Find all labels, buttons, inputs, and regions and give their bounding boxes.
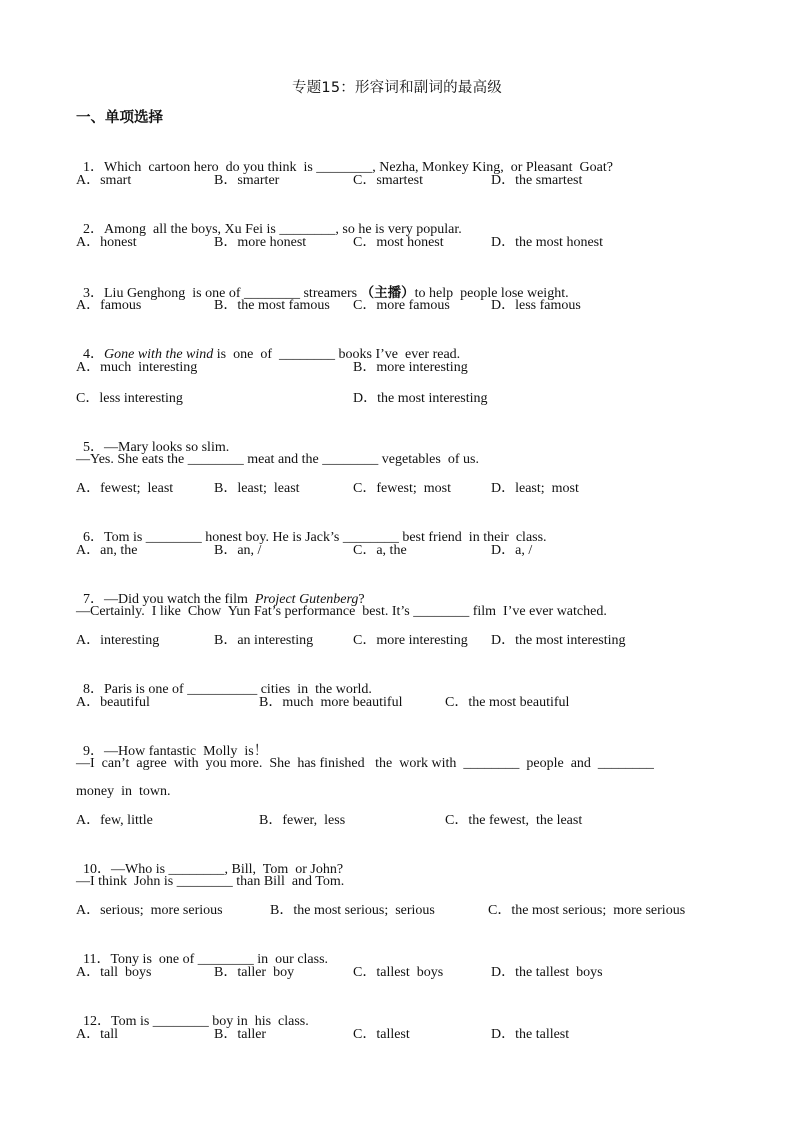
question-number: 9． <box>83 744 104 759</box>
option-d[interactable]: D．the most interesting <box>353 391 488 406</box>
option-c[interactable]: C．less interesting <box>76 391 183 406</box>
document-title: 专题15：形容词和副词的最高级 <box>292 80 502 96</box>
question-stem: Tom is ________ honest boy. He is Jack’s ________ best friend in their class. <box>104 530 547 545</box>
option-d[interactable]: D．the tallest boys <box>491 965 603 980</box>
option-c[interactable]: C．more famous <box>353 298 450 313</box>
option-b[interactable]: B．fewer, less <box>259 813 346 828</box>
option-b[interactable]: B．taller <box>214 1027 267 1042</box>
option-d[interactable]: D．least; most <box>491 481 579 496</box>
option-d[interactable]: D．a, / <box>491 543 533 558</box>
film-title: Project Gutenberg <box>254 592 359 607</box>
question-number: 2． <box>83 222 104 237</box>
question-6 <box>76 511 547 547</box>
option-d[interactable]: D．the most honest <box>491 235 603 250</box>
option-c[interactable]: C．the fewest, the least <box>445 813 583 828</box>
option-b[interactable]: B．an interesting <box>214 633 314 648</box>
question-number: 5． <box>83 440 104 455</box>
question-stem: —Did you watch the film <box>104 592 255 607</box>
question-number: 11． <box>83 952 111 967</box>
question-number: 7． <box>83 592 104 607</box>
question-stem: Among all the boys, Xu Fei is ________, so he is very popular. <box>104 222 462 237</box>
option-c[interactable]: C．the most serious; more serious <box>488 903 686 918</box>
question-number: 8． <box>83 682 104 697</box>
option-c[interactable]: C．the most beautiful <box>445 695 570 710</box>
option-b[interactable]: B．the most serious; serious <box>270 903 435 918</box>
section-heading: 一、单项选择 <box>76 110 163 126</box>
option-b[interactable]: B．an, / <box>214 543 262 558</box>
option-c[interactable]: C．tallest <box>353 1027 410 1042</box>
option-a[interactable]: A．famous <box>76 298 142 313</box>
option-a[interactable]: A．smart <box>76 173 132 188</box>
option-a[interactable]: A．serious; more serious <box>76 903 223 918</box>
question-stem: is one of ________ books I’ve ever read. <box>213 347 461 362</box>
option-a[interactable]: A．few, little <box>76 813 153 828</box>
option-b[interactable]: B．the most famous <box>214 298 330 313</box>
question-10-reply: —I think John is ________ than Bill and Tom. <box>76 874 345 889</box>
question-gloss: （主播） <box>360 285 415 301</box>
option-a[interactable]: A．much interesting <box>76 360 198 375</box>
question-number: 6． <box>83 530 104 545</box>
question-stem: Tony is one of ________ in our class. <box>110 952 329 967</box>
option-b[interactable]: B．least; least <box>214 481 300 496</box>
question-stem: Which cartoon hero do you think is ________, Nezha, Monkey King, or Pleasant Goat? <box>104 160 613 175</box>
option-c[interactable]: C．fewest; most <box>353 481 451 496</box>
option-d[interactable]: D．the most interesting <box>491 633 626 648</box>
question-number: 4． <box>83 347 104 362</box>
option-b[interactable]: B．much more beautiful <box>259 695 403 710</box>
question-number: 10． <box>83 862 111 877</box>
option-c[interactable]: C．most honest <box>353 235 444 250</box>
option-a[interactable]: A．tall <box>76 1027 118 1042</box>
option-c[interactable]: C．tallest boys <box>353 965 444 980</box>
option-c[interactable]: C．a, the <box>353 543 407 558</box>
question-number: 12． <box>83 1014 111 1029</box>
option-a[interactable]: A．interesting <box>76 633 160 648</box>
question-stem: —How fantastic Molly is！ <box>104 744 268 759</box>
question-stem-end: to help people lose weight. <box>414 286 569 301</box>
question-number: 1． <box>83 160 104 175</box>
option-a[interactable]: A．fewest; least <box>76 481 174 496</box>
option-b[interactable]: B．more interesting <box>353 360 468 375</box>
question-stem-end: ? <box>358 592 365 607</box>
question-stem: —Mary looks so slim. <box>104 440 230 455</box>
option-a[interactable]: A．an, the <box>76 543 138 558</box>
question-5-reply: —Yes. She eats the ________ meat and the ________ vegetables of us. <box>76 452 479 467</box>
option-b[interactable]: B．smarter <box>214 173 280 188</box>
book-title: Gone with the wind <box>104 347 214 362</box>
question-7-reply: —Certainly. I like Chow Yun Fat’s performance best. It’s ________ film I’ve ever watched. <box>76 604 607 619</box>
option-b[interactable]: B．more honest <box>214 235 307 250</box>
question-stem: Tom is ________ boy in his class. <box>111 1014 309 1029</box>
option-c[interactable]: C．more interesting <box>353 633 468 648</box>
option-d[interactable]: D．less famous <box>491 298 581 313</box>
option-d[interactable]: D．the smartest <box>491 173 583 188</box>
question-number: 3． <box>83 286 104 301</box>
option-a[interactable]: A．honest <box>76 235 137 250</box>
question-9-reply-cont: money in town. <box>76 784 171 799</box>
question-9-reply: —I can’t agree with you more. She has finished the work with ________ people and ________ <box>76 756 654 771</box>
question-stem: —Who is ________, Bill, Tom or John? <box>111 862 344 877</box>
question-stem: Liu Genghong is one of ________ streamers <box>104 286 361 301</box>
option-a[interactable]: A．tall boys <box>76 965 152 980</box>
option-a[interactable]: A．beautiful <box>76 695 150 710</box>
option-d[interactable]: D．the tallest <box>491 1027 570 1042</box>
option-b[interactable]: B．taller boy <box>214 965 295 980</box>
option-c[interactable]: C．smartest <box>353 173 423 188</box>
question-stem: Paris is one of __________ cities in the world. <box>104 682 372 697</box>
